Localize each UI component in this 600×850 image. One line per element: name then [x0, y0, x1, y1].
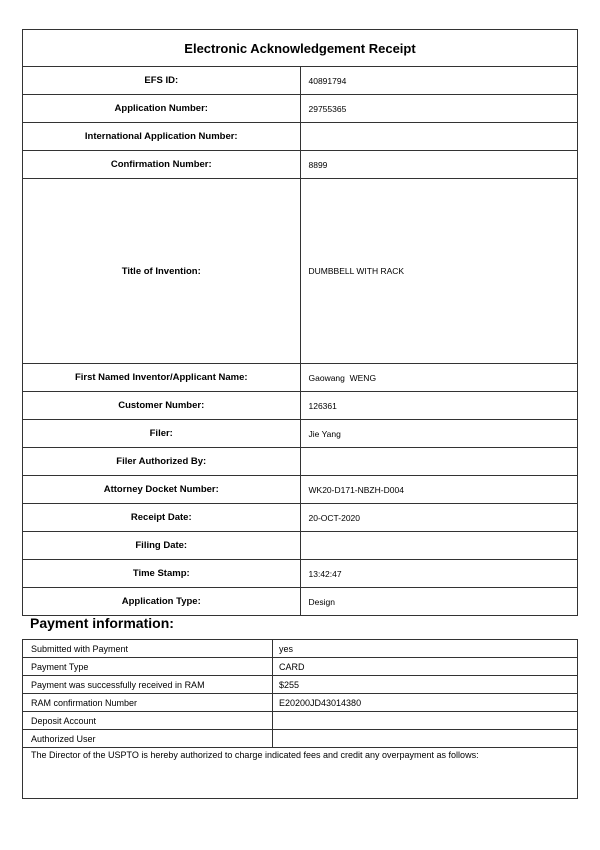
confirmation-number-row: [23, 151, 578, 179]
payment-type-label: Payment Type: [23, 658, 273, 676]
receipt-date-value: 20-OCT-2020: [300, 504, 578, 532]
deposit-account-row: [23, 712, 578, 730]
deposit-account-value: [273, 712, 578, 730]
payment-received-value: $255: [273, 676, 578, 694]
filer-label: Filer:: [23, 420, 301, 448]
filer-authorized-by-row: [23, 448, 578, 476]
attorney-docket-number-value: WK20-D171-NBZH-D004: [300, 476, 578, 504]
customer-number-row: [23, 392, 578, 420]
efs-id-value: 40891794: [300, 67, 578, 95]
ram-confirmation-number-row: [23, 694, 578, 712]
efs-id-row: [23, 67, 578, 95]
filer-value: Jie Yang: [300, 420, 578, 448]
application-type-row: [23, 588, 578, 616]
director-authorization-note: The Director of the USPTO is hereby authorized to charge indicated fees and credit any overpayment as follows:: [23, 748, 578, 799]
filing-date-value: [300, 532, 578, 560]
filer-row: [23, 420, 578, 448]
authorized-user-label: Authorized User: [23, 730, 273, 748]
filing-date-row: [23, 532, 578, 560]
time-stamp-label: Time Stamp:: [23, 560, 301, 588]
filer-authorized-by-value: [300, 448, 578, 476]
customer-number-label: Customer Number:: [23, 392, 301, 420]
payment-received-row: [23, 676, 578, 694]
authorized-user-value: [273, 730, 578, 748]
confirmation-number-value: 8899: [300, 151, 578, 179]
international-application-number-row: [23, 123, 578, 151]
first-named-inventor-value: Gaowang WENG: [300, 364, 578, 392]
application-type-label: Application Type:: [23, 588, 301, 616]
payment-type-row: [23, 658, 578, 676]
title-of-invention-row: [23, 179, 578, 364]
efs-id-label: EFS ID:: [23, 67, 301, 95]
payment-received-label: Payment was successfully received in RAM: [23, 676, 273, 694]
international-application-number-label: International Application Number:: [23, 123, 301, 151]
confirmation-number-label: Confirmation Number:: [23, 151, 301, 179]
submitted-with-payment-label: Submitted with Payment: [23, 640, 273, 658]
filer-authorized-by-label: Filer Authorized By:: [23, 448, 301, 476]
application-number-value: 29755365: [300, 95, 578, 123]
customer-number-value: 126361: [300, 392, 578, 420]
first-named-inventor-label: First Named Inventor/Applicant Name:: [23, 364, 301, 392]
title-of-invention-label: Title of Invention:: [23, 179, 301, 364]
first-named-inventor-row: [23, 364, 578, 392]
deposit-account-label: Deposit Account: [23, 712, 273, 730]
time-stamp-value: 13:42:47: [300, 560, 578, 588]
time-stamp-row: [23, 560, 578, 588]
payment-information-table: [22, 639, 578, 799]
receipt-title: Electronic Acknowledgement Receipt: [23, 30, 578, 67]
title-of-invention-value: DUMBBELL WITH RACK: [300, 179, 578, 364]
attorney-docket-number-row: [23, 476, 578, 504]
filing-date-label: Filing Date:: [23, 532, 301, 560]
director-authorization-row: [23, 748, 578, 799]
submitted-with-payment-row: [23, 640, 578, 658]
application-number-row: [23, 95, 578, 123]
application-number-label: Application Number:: [23, 95, 301, 123]
receipt-date-label: Receipt Date:: [23, 504, 301, 532]
ram-confirmation-number-label: RAM confirmation Number: [23, 694, 273, 712]
submitted-with-payment-value: yes: [273, 640, 578, 658]
payment-information-heading: Payment information:: [30, 615, 174, 631]
international-application-number-value: [300, 123, 578, 151]
acknowledgement-receipt-table: [22, 29, 578, 616]
attorney-docket-number-label: Attorney Docket Number:: [23, 476, 301, 504]
authorized-user-row: [23, 730, 578, 748]
receipt-date-row: [23, 504, 578, 532]
ram-confirmation-number-value: E20200JD43014380: [273, 694, 578, 712]
payment-type-value: CARD: [273, 658, 578, 676]
application-type-value: Design: [300, 588, 578, 616]
